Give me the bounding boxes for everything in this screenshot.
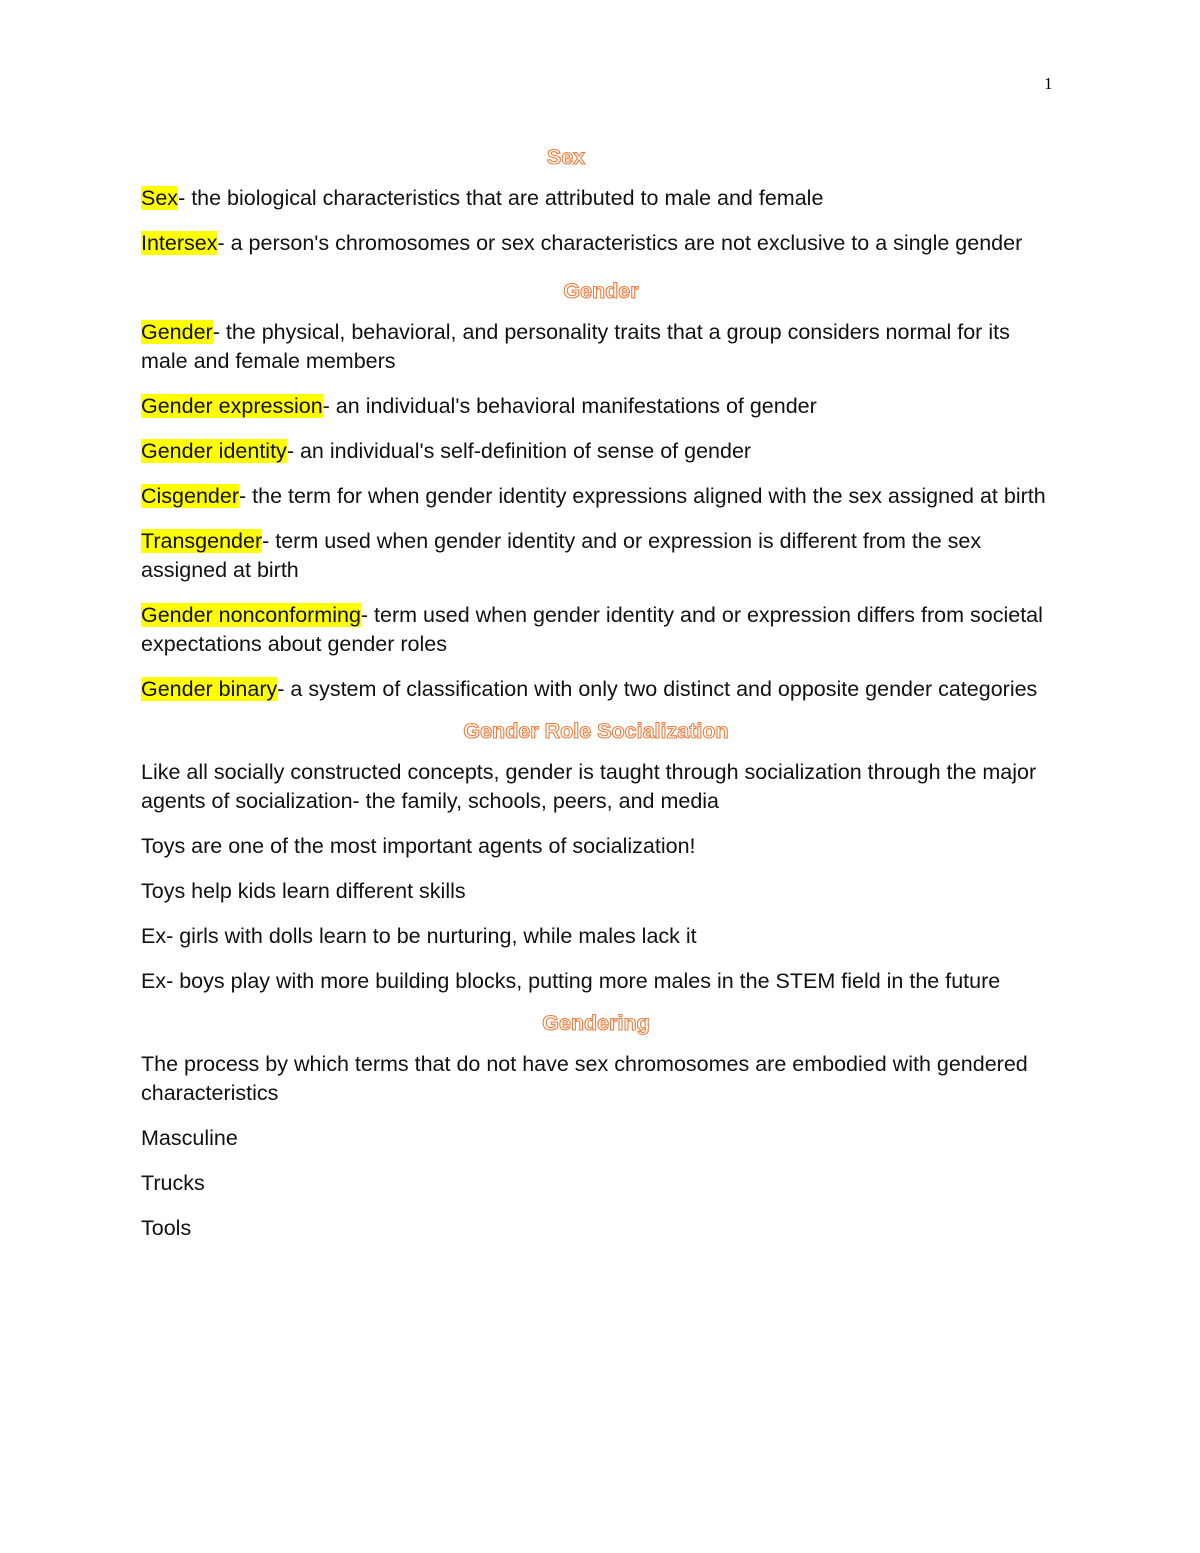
document-body — [141, 140, 1061, 1259]
definition-text: - a system of classification with only two distinct and opposite gender categories — [277, 677, 1038, 701]
definition-text: - the term for when gender identity expressions aligned with the sex assigned at birth — [239, 484, 1046, 508]
heading-gender: Gender — [563, 279, 639, 303]
term-cisgender: Cisgender — [141, 484, 239, 508]
heading-sex: Sex — [546, 145, 586, 169]
definition-text: - the biological characteristics that are attributed to male and female — [178, 186, 824, 210]
term-gender: Gender — [141, 320, 213, 344]
definition-text: - term used when gender identity and or expression differs from societal expectations about gender roles — [141, 603, 1043, 656]
paragraph: The process by which terms that do not have sex chromosomes are embodied with gendered characteristics — [141, 1052, 1028, 1105]
definition-transgender — [141, 527, 1061, 585]
list-item: Tools — [141, 1216, 192, 1240]
paragraph: Toys are one of the most important agents of socialization! — [141, 834, 696, 858]
definition-cisgender — [141, 482, 1061, 511]
list-item: Masculine — [141, 1126, 238, 1150]
definition-gender-nonconforming — [141, 601, 1061, 659]
list-item: Trucks — [141, 1171, 205, 1195]
definition-gender-identity — [141, 437, 1061, 466]
paragraph: Ex- boys play with more building blocks, putting more males in the STEM field in the future — [141, 969, 1001, 993]
heading-gendering: Gendering — [542, 1011, 650, 1035]
definition-text: - an individual's self-definition of sense of gender — [286, 439, 752, 463]
definition-intersex — [141, 229, 1061, 258]
term-gender-expression: Gender expression — [141, 394, 323, 418]
term-gender-binary: Gender binary — [141, 677, 278, 701]
term-gender-identity: Gender identity — [141, 439, 287, 463]
term-intersex: Intersex — [141, 231, 218, 255]
page-number: 1 — [1044, 74, 1053, 93]
definition-sex — [141, 184, 1061, 213]
definition-text: - the physical, behavioral, and personality traits that a group considers normal for its male and female members — [141, 320, 1010, 373]
definition-gender-binary — [141, 675, 1061, 704]
heading-gender-role-socialization: Gender Role Socialization — [463, 719, 729, 743]
paragraph: Like all socially constructed concepts, gender is taught through socialization through the major agents of socialization- the family, schools, peers, and media — [141, 760, 1037, 813]
definition-text: - an individual's behavioral manifestations of gender — [322, 394, 817, 418]
definition-text: - term used when gender identity and or expression is different from the sex assigned at birth — [141, 529, 982, 582]
definition-text: - a person's chromosomes or sex characteristics are not exclusive to a single gender — [217, 231, 1023, 255]
paragraph: Ex- girls with dolls learn to be nurturing, while males lack it — [141, 924, 697, 948]
paragraph: Toys help kids learn different skills — [141, 879, 466, 903]
definition-gender-expression — [141, 392, 1061, 421]
term-gender-nonconforming: Gender nonconforming — [141, 603, 361, 627]
definition-gender — [141, 318, 1061, 376]
term-sex: Sex — [141, 186, 179, 210]
term-transgender: Transgender — [141, 529, 263, 553]
